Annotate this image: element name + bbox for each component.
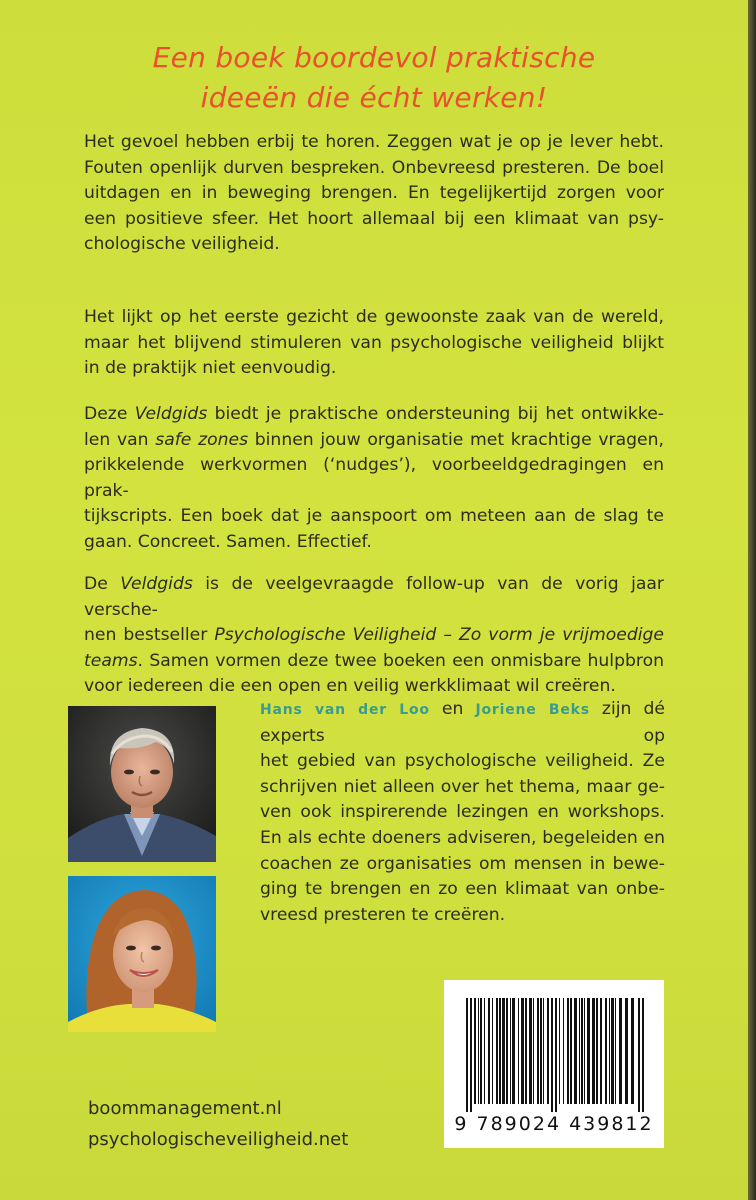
man-portrait-illustration: [68, 706, 216, 862]
author-photo-hans: [68, 706, 216, 862]
text-segment: nen bestseller: [84, 625, 215, 646]
blurb-line: uitdagen en in beweging brengen. En tegelijkertijd zorgen voor: [84, 183, 664, 204]
text-segment: is de veelgevraagde follow-up van de vorig jaar versche-: [84, 574, 664, 620]
tagline-line-1: Een boek boordevol praktische: [152, 41, 596, 74]
website-urls: [88, 1093, 348, 1155]
author-bio: [260, 697, 665, 928]
italic-title: teams: [84, 650, 138, 671]
blurb-paragraph-4: [84, 572, 664, 700]
blurb-paragraph-1: [84, 130, 664, 258]
woman-portrait-illustration: [68, 876, 216, 1032]
blurb-line: [84, 649, 664, 675]
blurb-line: [84, 572, 664, 623]
bio-line: En als echte doeners adviseren, begeleiden en: [260, 827, 665, 848]
italic-title: Veldgids: [120, 574, 193, 594]
blurb-line: in de praktijk niet eenvoudig.: [84, 358, 337, 379]
text-segment: biedt je praktische ondersteuning bij het ontwikke-: [207, 404, 664, 424]
bio-line: ging te brengen en zo een klimaat van onbe-: [260, 879, 665, 900]
blurb-line: Het gevoel hebben erbij te horen. Zeggen wat je op je lever hebt.: [84, 132, 664, 152]
blurb-line: Fouten openlijk durven bespreken. Onbevreesd presteren. De boel: [84, 157, 664, 178]
author-photo-joriene: [68, 876, 216, 1032]
italic-title: Veldgids: [134, 404, 208, 424]
text-segment: . Samen vormen deze twee boeken een onmisbare hulpbron: [137, 650, 664, 671]
text-segment: De: [84, 574, 121, 594]
blurb-line: [84, 428, 664, 454]
blurb-line: [84, 402, 664, 428]
bio-line: schrijven niet alleen over het thema, maar ge-: [260, 776, 665, 797]
tagline: [40, 38, 708, 118]
book-website-url: psychologischeveiligheid.net: [88, 1129, 349, 1150]
italic-title: Psychologische Veiligheid – Zo vorm je vrijmoedige: [214, 625, 664, 646]
isbn-number: 9 789024 439812: [454, 1113, 654, 1135]
italic-term: safe zones: [155, 429, 249, 450]
blurb-line: tijkscripts. Een boek dat je aanspoort om meteen aan de slag te: [84, 506, 664, 527]
text-segment: zijn dé experts op: [260, 699, 665, 746]
bio-line: ven ook inspirerende lezingen en workshops.: [260, 802, 665, 823]
barcode: [444, 980, 664, 1148]
blurb-paragraph-2: [84, 305, 664, 382]
blurb-line: Het lijkt op het eerste gezicht de gewoonste zaak van de wereld,: [84, 307, 664, 327]
bio-line: coachen ze organisaties om mensen in bewe-: [260, 853, 665, 874]
blurb-line: maar het blijvend stimuleren van psychologische veiligheid blijkt: [84, 332, 664, 353]
cover-edge-shadow: [748, 0, 756, 1200]
text-segment: Deze: [84, 404, 135, 424]
text-segment: len van: [84, 429, 156, 450]
blurb-paragraph-3: [84, 402, 664, 556]
text-segment: binnen jouw organisatie met krachtige vragen,: [248, 429, 664, 450]
text-segment: en: [429, 699, 476, 719]
author-name-joriene: Joriene Beks: [475, 702, 590, 718]
bio-line: [260, 697, 665, 749]
author-name-hans: Hans van der Loo: [260, 702, 430, 718]
bio-line: het gebied van psychologische veiligheid. Ze: [260, 751, 665, 772]
bio-line: vreesd presteren te creëren.: [260, 904, 506, 925]
blurb-line: voor iedereen die een open en veilig werkklimaat wil creëren.: [84, 676, 616, 697]
publisher-url: boommanagement.nl: [88, 1098, 282, 1119]
blurb-line: chologische veiligheid.: [84, 234, 280, 255]
blurb-line: gaan. Concreet. Samen. Effectief.: [84, 531, 372, 552]
blurb-line: een positieve sfeer. Het hoort allemaal bij een klimaat van psy-: [84, 208, 664, 229]
tagline-line-2: ideeën die écht werken!: [200, 81, 548, 114]
blurb-line: [84, 623, 664, 649]
blurb-line: prikkelende werkvormen (‘nudges’), voorbeeldgedragingen en prak-: [84, 455, 664, 501]
